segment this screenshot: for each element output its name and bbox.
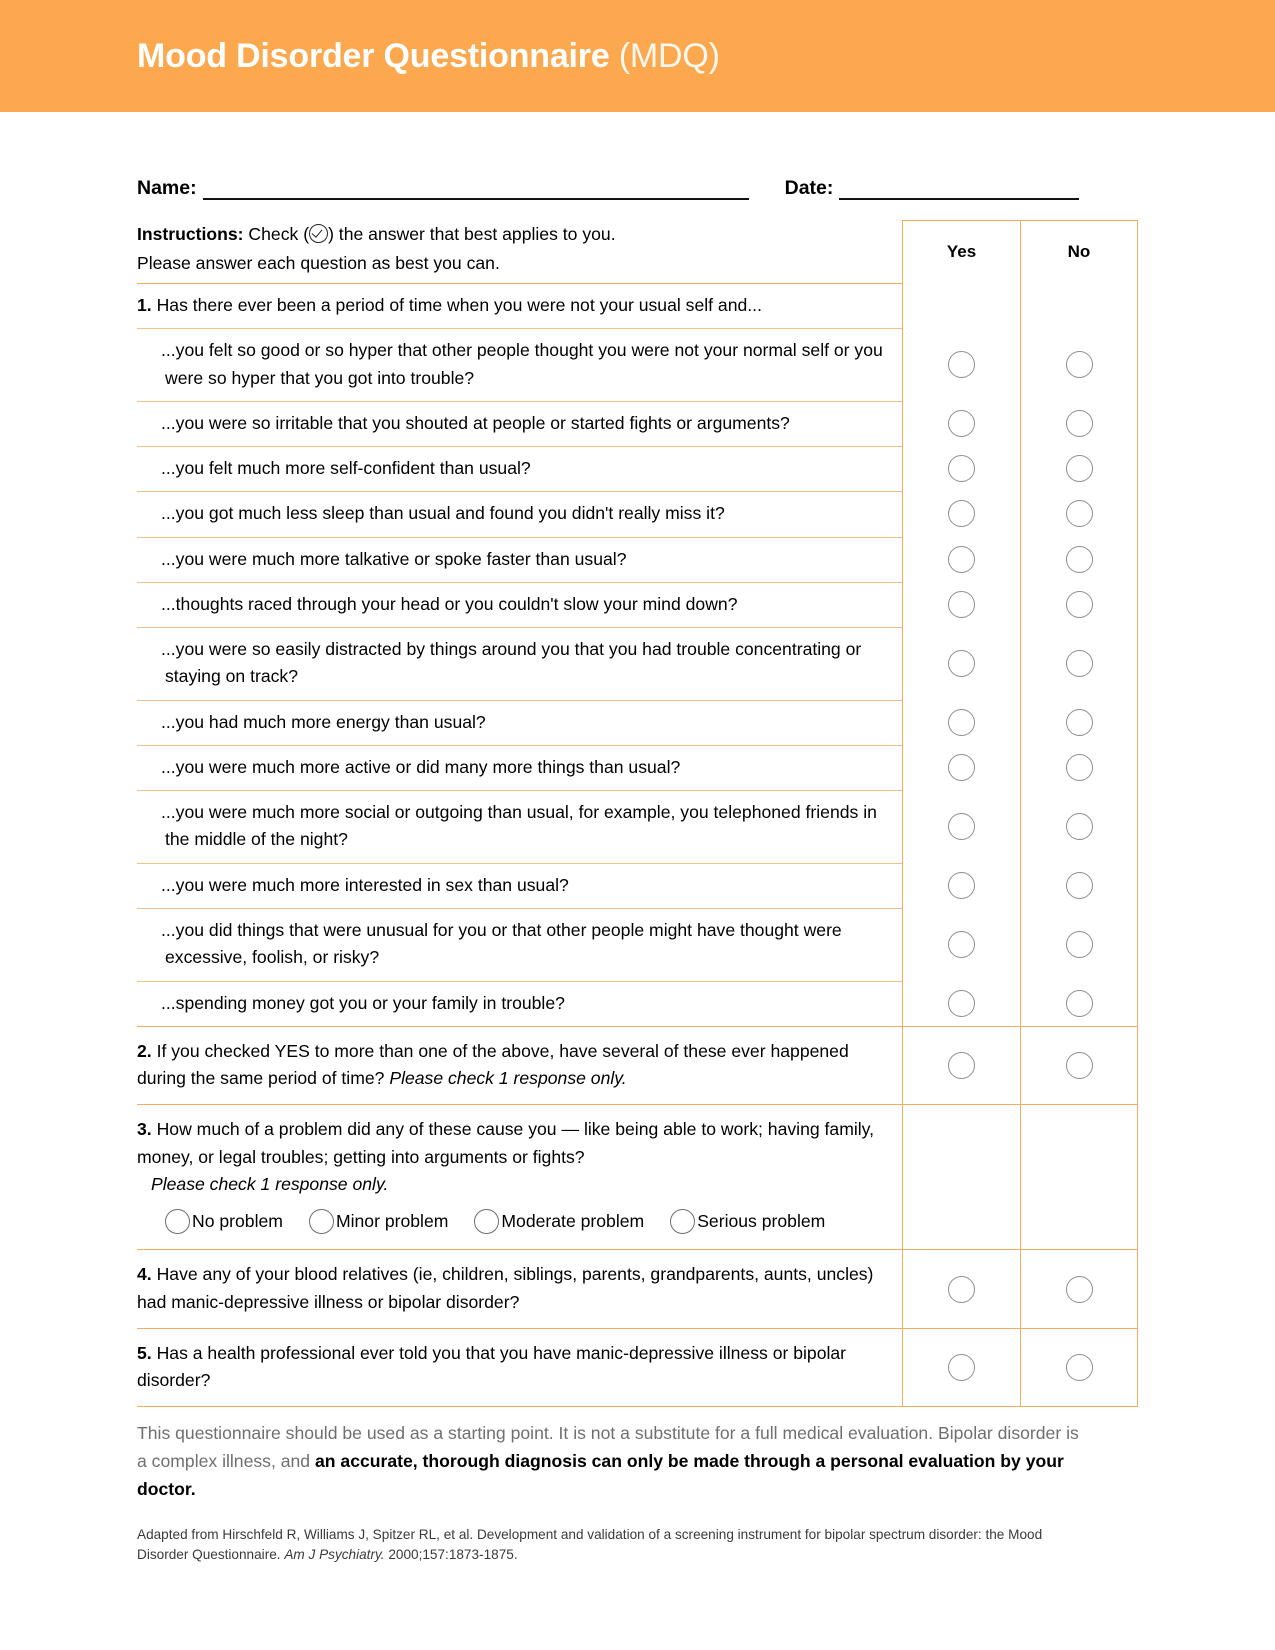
table-row	[137, 328, 1138, 401]
question-3-yes-cell	[902, 1104, 1020, 1249]
table-row	[137, 401, 1138, 446]
question-4-no-cell[interactable]	[1020, 1249, 1138, 1328]
radio-no-problem[interactable]	[165, 1209, 190, 1234]
question-1i-no-cell[interactable]	[1020, 745, 1138, 790]
radio-yes[interactable]	[948, 813, 975, 840]
question-5-text	[137, 1328, 902, 1408]
citation-part-1: Adapted from Hirschfeld R, Williams J, Spitzer RL, et al. Development and validation of a screening instrument for bipolar spectrum disorder: the Mood Disorder Questionnaire.	[137, 1527, 1043, 1562]
question-1g-no-cell[interactable]	[1020, 627, 1138, 700]
radio-no[interactable]	[1066, 546, 1093, 573]
question-1f-yes-cell[interactable]	[902, 582, 1020, 627]
check-circle-icon	[309, 224, 328, 243]
option-moderate-problem[interactable]	[474, 1208, 644, 1235]
question-1c-no-cell[interactable]	[1020, 446, 1138, 491]
question-1-stem-row	[137, 283, 1138, 328]
option-serious-problem[interactable]	[670, 1208, 825, 1235]
question-1e-text: ...you were much more talkative or spoke faster than usual?	[137, 537, 902, 582]
radio-serious-problem[interactable]	[670, 1209, 695, 1234]
name-label: Name:	[137, 177, 197, 199]
question-2-note: Please check 1 response only.	[389, 1068, 627, 1089]
question-1d-text: ...you got much less sleep than usual and found you didn't really miss it?	[137, 491, 902, 536]
question-1-number: 1.	[137, 295, 152, 315]
column-header-yes: Yes	[902, 220, 1020, 283]
question-1a-text: ...you felt so good or so hyper that other people thought you were not your normal self or you were so hyper that you got into trouble?	[137, 328, 902, 401]
question-1h-text: ...you had much more energy than usual?	[137, 700, 902, 745]
question-1a-no-cell[interactable]	[1020, 328, 1138, 401]
question-3-no-cell	[1020, 1104, 1138, 1249]
question-1d-no-cell[interactable]	[1020, 491, 1138, 536]
radio-yes[interactable]	[948, 546, 975, 573]
page-title-main: Mood Disorder Questionnaire	[137, 36, 610, 75]
question-2-body: If you checked YES to more than one of the above, have several of these ever happened during the same period of time?	[137, 1040, 849, 1089]
radio-yes[interactable]	[948, 591, 975, 618]
question-3-block	[137, 1104, 902, 1249]
radio-yes[interactable]	[948, 351, 975, 378]
date-label: Date:	[784, 177, 834, 199]
radio-moderate-problem[interactable]	[474, 1209, 499, 1234]
radio-no[interactable]	[1066, 709, 1093, 736]
name-date-row	[137, 174, 1138, 200]
table-row	[137, 491, 1138, 536]
question-5-body: Has a health professional ever told you that you have manic-depressive illness or bipolar disorder?	[137, 1342, 847, 1391]
question-1-stem	[137, 283, 902, 328]
question-1i-yes-cell[interactable]	[902, 745, 1020, 790]
question-1i-text: ...you were much more active or did many more things than usual?	[137, 745, 902, 790]
radio-no[interactable]	[1066, 1276, 1093, 1303]
questionnaire-table	[137, 220, 1138, 1407]
question-4-row	[137, 1249, 1138, 1328]
radio-no[interactable]	[1066, 1354, 1093, 1381]
table-row	[137, 700, 1138, 745]
radio-yes[interactable]	[948, 410, 975, 437]
name-input[interactable]	[203, 181, 749, 200]
radio-no[interactable]	[1066, 591, 1093, 618]
table-row	[137, 582, 1138, 627]
question-1d-yes-cell[interactable]	[902, 491, 1020, 536]
question-1f-no-cell[interactable]	[1020, 582, 1138, 627]
radio-no[interactable]	[1066, 351, 1093, 378]
radio-no[interactable]	[1066, 990, 1093, 1017]
question-1f-text: ...thoughts raced through your head or you couldn't slow your mind down?	[137, 582, 902, 627]
radio-yes[interactable]	[948, 455, 975, 482]
question-1e-no-cell[interactable]	[1020, 537, 1138, 582]
question-4-number: 4.	[137, 1264, 152, 1285]
option-minor-problem-label: Minor problem	[335, 1211, 449, 1232]
question-1c-yes-cell[interactable]	[902, 446, 1020, 491]
disclaimer-emphasis: an accurate, thorough diagnosis can only be made through a personal evaluation by your doctor.	[137, 1451, 1064, 1499]
radio-no[interactable]	[1066, 931, 1093, 958]
question-1j-yes-cell[interactable]	[902, 790, 1020, 863]
instructions-block	[137, 220, 902, 283]
question-2-row	[137, 1026, 1138, 1105]
table-row	[137, 908, 1138, 981]
instructions-line-1	[137, 220, 902, 249]
question-3-text	[137, 1116, 892, 1171]
table-row	[137, 790, 1138, 863]
radio-no[interactable]	[1066, 754, 1093, 781]
table-row	[137, 537, 1138, 582]
question-2-text	[137, 1026, 902, 1105]
date-input[interactable]	[839, 181, 1079, 200]
radio-no[interactable]	[1066, 1052, 1093, 1079]
table-row	[137, 745, 1138, 790]
radio-yes[interactable]	[948, 1354, 975, 1381]
question-2-number: 2.	[137, 1040, 152, 1061]
citation-text	[137, 1525, 1087, 1564]
question-5-no-cell[interactable]	[1020, 1328, 1138, 1408]
radio-yes[interactable]	[948, 1276, 975, 1303]
radio-yes[interactable]	[948, 754, 975, 781]
question-1g-text: ...you were so easily distracted by things around you that you had trouble concentrating or staying on track?	[137, 627, 902, 700]
column-header-no: No	[1020, 220, 1138, 283]
question-1-stem-no-cell	[1020, 283, 1138, 328]
disclaimer-plain: This questionnaire should be used as a starting point. It is not a substitute for a full medical evaluation. Bipolar disorder is a complex illness, and	[137, 1423, 1079, 1472]
page-title-abbreviation: (MDQ)	[609, 36, 720, 75]
page-title	[137, 37, 720, 76]
question-1j-text: ...you were much more social or outgoing than usual, for example, you telephoned friends in the middle of the night?	[137, 790, 902, 863]
question-1b-yes-cell[interactable]	[902, 401, 1020, 446]
option-no-problem[interactable]	[165, 1208, 283, 1235]
radio-no[interactable]	[1066, 872, 1093, 899]
question-2-yes-cell[interactable]	[902, 1026, 1020, 1105]
option-serious-problem-label: Serious problem	[697, 1211, 826, 1232]
radio-yes[interactable]	[948, 1052, 975, 1079]
question-1j-no-cell[interactable]	[1020, 790, 1138, 863]
question-4-body: Have any of your blood relatives (ie, children, siblings, parents, grandparents, aunts, uncles) had manic-depressive illness or bipolar disorder?	[137, 1264, 874, 1312]
question-3-note: Please check 1 response only.	[151, 1173, 389, 1194]
question-1h-yes-cell[interactable]	[902, 700, 1020, 745]
radio-no[interactable]	[1066, 500, 1093, 527]
question-4-text	[137, 1249, 902, 1328]
question-1b-text: ...you were so irritable that you shouted at people or started fights or arguments?	[137, 401, 902, 446]
question-1k-yes-cell[interactable]	[902, 863, 1020, 908]
question-1b-no-cell[interactable]	[1020, 401, 1138, 446]
citation-part-2: 2000;157:1873-1875.	[384, 1546, 518, 1562]
question-3-number: 3.	[137, 1119, 152, 1140]
radio-yes[interactable]	[948, 709, 975, 736]
radio-yes[interactable]	[948, 990, 975, 1017]
question-1l-text: ...you did things that were unusual for you or that other people might have thought were excessive, foolish, or risky?	[137, 908, 902, 981]
radio-minor-problem[interactable]	[309, 1209, 334, 1234]
instructions-text-close: )	[328, 224, 334, 244]
table-row	[137, 627, 1138, 700]
question-1-stem-yes-cell	[902, 283, 1020, 328]
question-1-stem-text: Has there ever been a period of time when you were not your usual self and...	[156, 295, 762, 315]
question-1g-yes-cell[interactable]	[902, 627, 1020, 700]
question-5-yes-cell[interactable]	[902, 1328, 1020, 1408]
table-row	[137, 863, 1138, 908]
option-moderate-problem-label: Moderate problem	[501, 1211, 645, 1232]
instructions-and-column-headers	[137, 220, 1138, 283]
option-minor-problem[interactable]	[309, 1208, 448, 1235]
radio-no[interactable]	[1066, 410, 1093, 437]
radio-yes[interactable]	[948, 931, 975, 958]
question-1l-no-cell[interactable]	[1020, 908, 1138, 981]
question-1e-yes-cell[interactable]	[902, 537, 1020, 582]
disclaimer-text	[137, 1420, 1087, 1503]
table-row	[137, 981, 1138, 1026]
instructions-bold-prefix: Instructions:	[137, 224, 244, 244]
question-5-row	[137, 1328, 1138, 1408]
question-1a-yes-cell[interactable]	[902, 328, 1020, 401]
radio-yes[interactable]	[948, 500, 975, 527]
question-1k-text: ...you were much more interested in sex than usual?	[137, 863, 902, 908]
page-body	[0, 174, 1275, 1564]
question-1m-text: ...spending money got you or your family in trouble?	[137, 981, 902, 1026]
radio-yes[interactable]	[948, 872, 975, 899]
question-3-row	[137, 1104, 1138, 1249]
question-4-yes-cell[interactable]	[902, 1249, 1020, 1328]
radio-yes[interactable]	[948, 650, 975, 677]
citation-journal: Am J Psychiatry.	[284, 1546, 385, 1562]
instructions-line-2: Please answer each question as best you can.	[137, 252, 500, 273]
question-1l-yes-cell[interactable]	[902, 908, 1020, 981]
instructions-text-before-icon: Check (	[243, 224, 310, 244]
question-1c-text: ...you felt much more self-confident than usual?	[137, 446, 902, 491]
question-3-options	[137, 1198, 892, 1239]
radio-no[interactable]	[1066, 455, 1093, 482]
question-1k-no-cell[interactable]	[1020, 863, 1138, 908]
question-1m-yes-cell[interactable]	[902, 981, 1020, 1026]
radio-no[interactable]	[1066, 650, 1093, 677]
question-5-number: 5.	[137, 1342, 152, 1363]
question-3-body: How much of a problem did any of these cause you — like being able to work; having family, money, or legal troubles; getting into arguments or fights?	[137, 1119, 875, 1167]
table-row	[137, 446, 1138, 491]
question-2-no-cell[interactable]	[1020, 1026, 1138, 1105]
option-no-problem-label: No problem	[192, 1211, 283, 1232]
instructions-text-after-icon: the answer that best applies to you.	[333, 224, 616, 244]
question-1m-no-cell[interactable]	[1020, 981, 1138, 1026]
question-1h-no-cell[interactable]	[1020, 700, 1138, 745]
radio-no[interactable]	[1066, 813, 1093, 840]
page-header	[0, 0, 1275, 112]
